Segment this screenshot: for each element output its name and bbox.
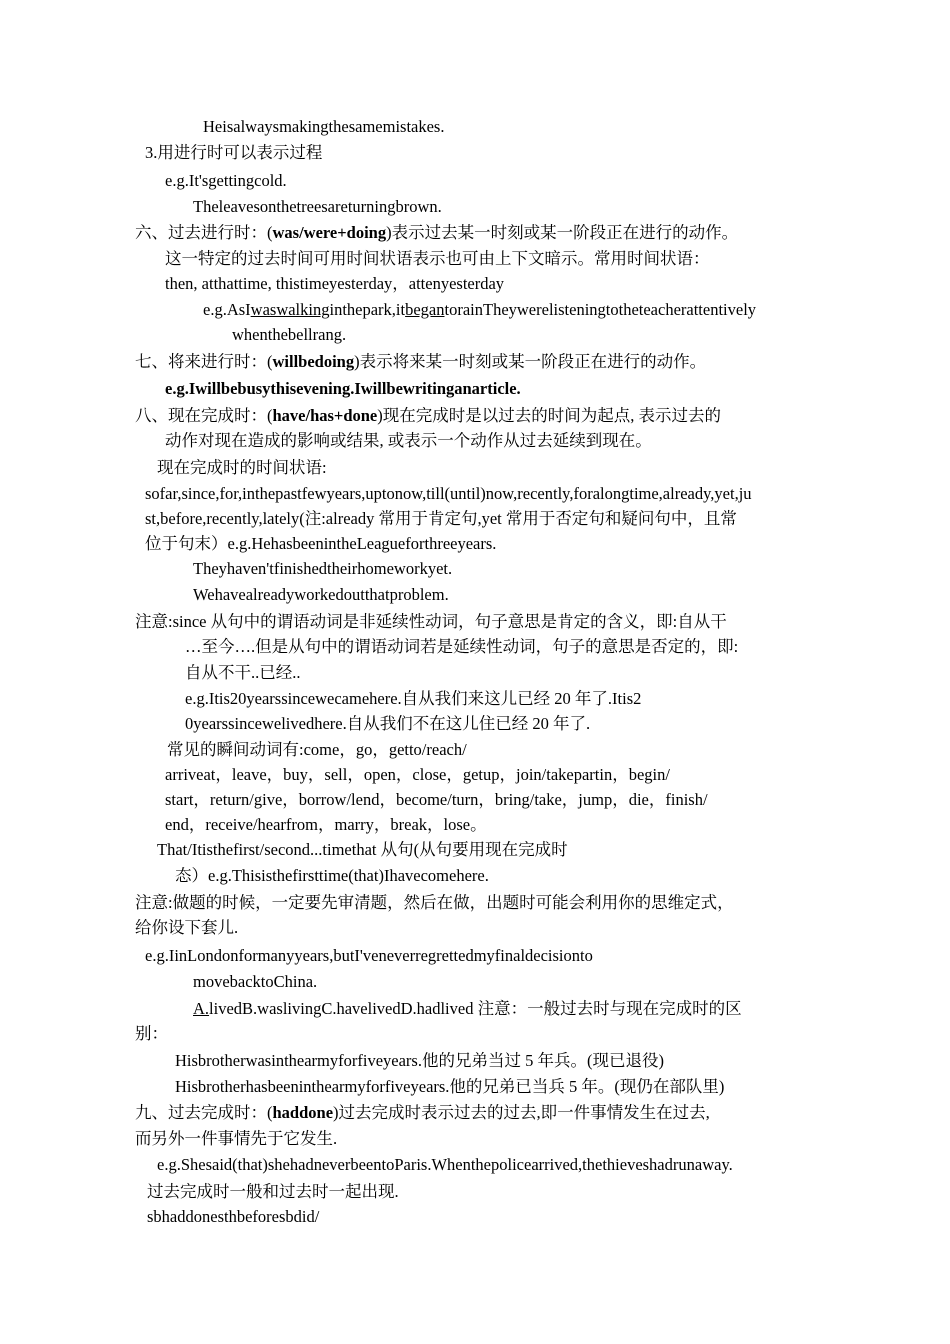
heading-formula: was/were+doing xyxy=(272,223,387,242)
text-span: inthepark,it xyxy=(329,300,406,319)
heading-text: )过去完成时表示过去的过去,即一件事情发生在过去, xyxy=(333,1103,710,1122)
text-line: 给你设下套儿. xyxy=(135,918,239,937)
text-span: livedB.waslivingC.havelivedD.hadlived 注意：一般过去时与现在完成时的区 xyxy=(209,999,742,1018)
text-line: whenthebellrang. xyxy=(232,325,347,344)
heading-prefix: 九、过去完成时：( xyxy=(135,1103,273,1122)
heading-text: )表示过去某一时刻或某一阶段正在进行的动作。 xyxy=(386,223,739,242)
text-line: 动作对现在造成的影响或结果, 或表示一个动作从过去延续到现在。 xyxy=(165,431,652,450)
text-line: e.g.Shesaid(that)shehadneverbeentoParis.Whenthepolicearrived,thethieveshadrunaway. xyxy=(157,1155,733,1174)
heading-prefix: 七、将来进行时：( xyxy=(135,352,273,371)
text-line: then, atthattime, thistimeyesterday，attenyesterday xyxy=(165,274,505,293)
text-line: 自从不干..已经.. xyxy=(185,663,301,682)
text-line: …至今….但是从句中的谓语动词若是延续性动词，句子的意思是否定的，即: xyxy=(185,637,739,656)
text-line xyxy=(193,999,742,1019)
heading-formula: have/has+done xyxy=(272,406,378,425)
text-line: That/Itisthefirst/second...timethat 从句(从句要用现在完成时 xyxy=(157,840,568,859)
heading-formula: willbedoing xyxy=(272,352,355,371)
heading-prefix: 六、过去进行时：( xyxy=(135,223,273,242)
text-line: end，receive/hearfrom，marry，break，lose。 xyxy=(165,815,487,834)
text-span: e.g.AsI xyxy=(203,300,251,319)
section-heading xyxy=(135,223,738,243)
text-line: Theyhaven'tfinishedtheirhomeworkyet. xyxy=(193,559,453,578)
text-line: start，return/give，borrow/lend，become/turn，bring/take，jump，die，finish/ xyxy=(165,790,708,809)
text-line xyxy=(203,300,756,320)
text-line: e.g.It'sgettingcold. xyxy=(165,171,287,190)
text-line: Hisbrotherhasbeeninthearmyforfiveyears.他的兄弟已当兵 5 年。(现仍在部队里) xyxy=(175,1077,725,1096)
example-line: e.g.Iwillbebusythisevening.Iwillbewritinganarticle. xyxy=(165,379,521,398)
text-line: Theleavesonthetreesareturningbrown. xyxy=(193,197,442,216)
note-line: 注意:做题的时候，一定要先审清题，然后在做，出题时可能会利用你的思维定式， xyxy=(135,893,734,912)
text-line: 位于句末）e.g.HehasbeenintheLeagueforthreeyears. xyxy=(145,534,497,553)
text-span: torainTheywerelisteningtotheteacherattentively xyxy=(444,300,757,319)
text-line: sofar,since,for,inthepastfewyears,uptonow,till(until)now,recently,foralongtime,already,yet,ju xyxy=(145,484,752,503)
text-line: st,before,recently,lately(注:already 常用于肯定句,yet 常用于否定句和疑问句中，且常 xyxy=(145,509,737,528)
note-line: 注意:since 从句中的谓语动词是非延续性动词，句子意思是肯定的含义，即:自从干 xyxy=(135,612,727,631)
heading-prefix: 八、现在完成时：( xyxy=(135,406,273,425)
text-line: Wehavealreadyworkedoutthatproblem. xyxy=(193,585,449,604)
heading-formula: haddone xyxy=(272,1103,334,1122)
section-heading xyxy=(135,352,706,372)
text-line: 这一特定的过去时间可用时间状语表示也可由上下文暗示。常用时间状语： xyxy=(165,249,710,268)
text-line: 常见的瞬间动词有:come，go，getto/reach/ xyxy=(167,740,467,759)
text-line: e.g.Itis20yearssincewecamehere.自从我们来这儿已经 20 年了.Itis2 xyxy=(185,689,642,708)
text-line: 而另外一件事情先于它发生. xyxy=(135,1129,338,1148)
text-line: Heisalwaysmakingthesamemistakes. xyxy=(203,117,445,136)
text-line: 态）e.g.Thisisthefirsttime(that)Ihavecomehere. xyxy=(175,866,489,885)
text-line: 别： xyxy=(135,1024,168,1043)
text-line: arriveat，leave，buy，sell，open，close，getup，join/takepartin，begin/ xyxy=(165,765,670,784)
section-heading xyxy=(135,406,721,426)
text-line: Hisbrotherwasinthearmyforfiveyears.他的兄弟当过 5 年兵。(现已退役) xyxy=(175,1051,664,1070)
heading-text: )现在完成时是以过去的时间为起点, 表示过去的 xyxy=(377,406,722,425)
underlined-text: began xyxy=(405,300,445,319)
text-line: 现在完成时的时间状语: xyxy=(157,458,327,477)
answer-option: A. xyxy=(193,999,210,1018)
heading-text: )表示将来某一时刻或某一阶段正在进行的动作。 xyxy=(354,352,707,371)
text-line: sbhaddonesthbeforesbdid/ xyxy=(147,1207,320,1226)
text-line: 过去完成时一般和过去时一起出现. xyxy=(147,1182,399,1201)
underlined-text: waswalking xyxy=(250,300,330,319)
text-line: 0yearssincewelivedhere.自从我们不在这儿住已经 20 年了. xyxy=(185,714,591,733)
text-line: movebacktoChina. xyxy=(193,972,318,991)
text-line: 3.用进行时可以表示过程 xyxy=(145,143,323,162)
text-line: e.g.IinLondonformanyyears,butI'veneverregrettedmyfinaldecisionto xyxy=(145,946,593,965)
section-heading xyxy=(135,1103,710,1123)
